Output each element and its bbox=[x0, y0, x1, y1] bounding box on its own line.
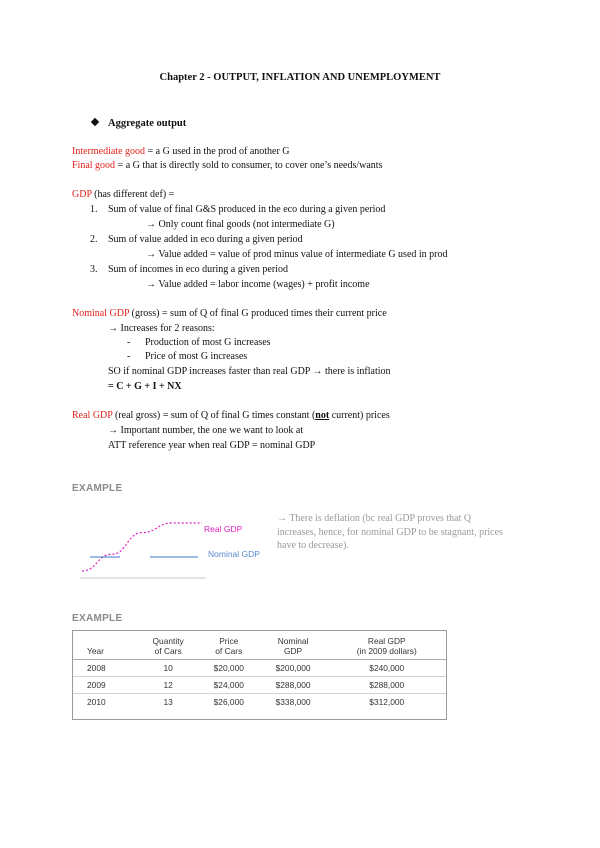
header-nominal-gdp: Nominal GDP bbox=[259, 631, 328, 660]
example-2-label: EXAMPLE bbox=[72, 613, 123, 624]
final-good-term: Final good bbox=[72, 160, 116, 171]
table-cell: $200,000 bbox=[259, 660, 328, 677]
gdp-item-1-sub: → Only count final goods (not intermediate G) bbox=[146, 219, 335, 230]
nominal-reason-2-dash: - bbox=[127, 351, 131, 362]
gdp-item-2-sub: → Value added = value of prod minus value of intermediate G used in prod bbox=[146, 249, 448, 260]
gdp-table bbox=[72, 630, 447, 720]
header-quantity: Quantity of Cars bbox=[137, 631, 199, 660]
real-gdp-line2: → Important number, the one we want to look at bbox=[108, 425, 304, 436]
gdp-text: (has different def) = bbox=[91, 189, 175, 200]
gdp-def bbox=[72, 188, 174, 202]
gdp-mini-chart bbox=[80, 515, 270, 583]
deflation-note: → There is deflation (bc real GDP proves that Q increases, hence, for nominal GDP to be stagnant, prices have to decrease). bbox=[277, 513, 503, 551]
table-cell: $338,000 bbox=[275, 697, 311, 707]
real-gdp-def bbox=[72, 409, 390, 423]
nominal-reason-1-dash: - bbox=[127, 337, 131, 348]
table-cell: $20,000 bbox=[199, 660, 259, 677]
diamond-bullet-icon bbox=[91, 118, 99, 126]
real-gdp-text-a: (real gross) = sum of Q of final G times constant ( bbox=[112, 410, 316, 421]
real-gdp-line3: ATT reference year when real GDP = nominal GDP bbox=[108, 440, 316, 451]
table-cell: $240,000 bbox=[328, 660, 446, 677]
header-year: Year bbox=[73, 631, 137, 660]
section-heading-text: Aggregate output bbox=[108, 118, 187, 129]
gdp-formula: = C + G + I + NX bbox=[108, 381, 182, 392]
table-cell: 2009 bbox=[73, 677, 137, 694]
table-cell: 13 bbox=[163, 697, 173, 707]
real-gdp-text-b: current) prices bbox=[329, 410, 390, 421]
nominal-reasons-intro: → Increases for 2 reasons: bbox=[108, 323, 215, 334]
table-cell: 10 bbox=[137, 660, 199, 677]
gdp-item-2: Sum of value added in eco during a given period bbox=[108, 234, 303, 245]
real-gdp-line bbox=[82, 523, 202, 571]
page-title: Chapter 2 - OUTPUT, INFLATION AND UNEMPLOYMENT bbox=[159, 72, 441, 83]
gdp-item-1: Sum of value of final G&S produced in the eco during a given period bbox=[108, 204, 386, 215]
real-gdp-term: Real GDP bbox=[72, 410, 113, 421]
nominal-gdp-text: (gross) = sum of Q of final G produced times their current price bbox=[129, 308, 387, 319]
nominal-gdp-term: Nominal GDP bbox=[72, 308, 130, 319]
table-row bbox=[73, 694, 446, 711]
gdp-term: GDP bbox=[72, 189, 92, 200]
gdp-item-3: Sum of incomes in eco during a given period bbox=[108, 264, 288, 275]
table-cell: $288,000 bbox=[328, 677, 446, 694]
table-cell: 2010 bbox=[87, 697, 106, 707]
header-price: Price of Cars bbox=[199, 631, 259, 660]
nominal-gdp-def bbox=[72, 307, 387, 321]
section-heading bbox=[92, 118, 186, 129]
header-real-gdp: Real GDP (in 2009 dollars) bbox=[328, 631, 446, 660]
gdp-item-2-num: 2. bbox=[90, 234, 98, 245]
intermediate-good-text: = a G used in the prod of another G bbox=[145, 146, 290, 157]
nominal-so-line: SO if nominal GDP increases faster than real GDP → there is inflation bbox=[108, 366, 391, 377]
gdp-item-3-sub: → Value added = labor income (wages) + profit income bbox=[146, 279, 370, 290]
table-row bbox=[73, 677, 446, 694]
final-good-text: = a G that is directly sold to consumer, to cover one’s needs/wants bbox=[115, 160, 383, 171]
gdp-item-3-num: 3. bbox=[90, 264, 98, 275]
real-gdp-label: Real GDP bbox=[204, 524, 243, 534]
table-cell: $24,000 bbox=[199, 677, 259, 694]
intermediate-good-term: Intermediate good bbox=[72, 146, 146, 157]
gdp-item-1-num: 1. bbox=[90, 204, 98, 215]
final-good-def bbox=[72, 159, 382, 173]
table-cell: 2008 bbox=[73, 660, 137, 677]
table-cell: $26,000 bbox=[213, 697, 244, 707]
table-cell: 12 bbox=[137, 677, 199, 694]
example-1-label: EXAMPLE bbox=[72, 483, 123, 494]
nominal-gdp-label: Nominal GDP bbox=[208, 549, 260, 559]
table-row bbox=[73, 660, 446, 677]
real-gdp-not: not bbox=[315, 410, 330, 421]
table-header-row bbox=[73, 631, 446, 660]
table-cell: $312,000 bbox=[369, 697, 405, 707]
nominal-reason-1: Production of most G increases bbox=[145, 337, 271, 348]
nominal-reason-2: Price of most G increases bbox=[145, 351, 248, 362]
intermediate-good-def bbox=[72, 145, 290, 159]
table-cell: $288,000 bbox=[259, 677, 328, 694]
